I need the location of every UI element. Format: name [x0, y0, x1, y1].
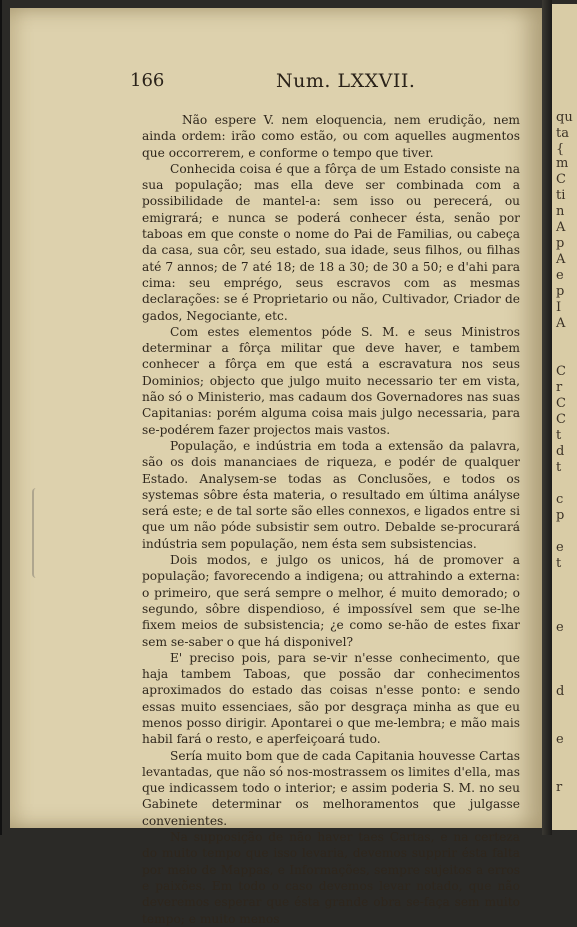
adjacent-fragment: e [556, 268, 564, 283]
adjacent-fragment: p [556, 284, 565, 299]
adjacent-fragment: p [556, 508, 565, 523]
adjacent-fragment: d [556, 684, 565, 699]
adjacent-fragment: c [556, 492, 564, 507]
adjacent-fragment: I [556, 300, 562, 315]
page-number: 166 [130, 70, 165, 91]
adjacent-fragment: A [556, 316, 566, 331]
adjacent-fragment: t [556, 428, 562, 443]
paragraph: Conhecida coisa é que a fôrça de um Estado consiste na sua população; mas ella deve ser combinada com a possibilidade de mantel-a: sem isso ou perecerá, ou emigrará; e nunca se poderá conhecer ésta, senão por taboas em que conste o nome do Pai de Familias, ou cabeça da casa, sua côr, seu estado, sua idade, seus filhos, ou filhas até 7 annos; de 7 até 18; de 18 a 30; de 30 a 50; e d'ahi para cima: seu emprégo, seus escravos com as mesmas declarações: se é Proprietario ou não, Cultivador, Criador de gados, Negociante, etc. [142, 161, 520, 323]
page-body [142, 112, 520, 927]
paragraph: Dois modos, e julgo os unicos, há de promover a população; favorecendo a indigena; ou attrahindo a externa: o primeiro, que será sempre o melhor, é muito demorado; o segundo, sôbre dispendioso, é impossível sem que se-lhe fixem meios de subsistencia; ¿e como se-hão de estes fixar sem se-saber o que há disponivel? [142, 553, 520, 649]
adjacent-fragment: A [556, 252, 566, 267]
adjacent-fragment: e [556, 620, 564, 635]
adjacent-fragment: C [556, 396, 566, 411]
paragraph: Sería muito bom que de cada Capitania houvesse Cartas levantadas, que não só nos-mostrassem os limites d'ella, mas que indicassem todo o interior; e assim poderia S. M. no seu Gabinete determinar os melhoramentos que julgasse convenientes. [142, 748, 520, 828]
adjacent-fragment: A [556, 220, 566, 235]
binding-clip-mark [32, 488, 46, 578]
adjacent-fragment: C [556, 364, 566, 379]
paragraph: E' preciso pois, para se-vir n'esse conhecimento, que haja tambem Taboas, que possão dar conhecimentos aproximados do estado das coisas n'esse ponto: e sendo essas muito essenciaes, são por desgraça minha as que eu menos posso dirigir. Apontarei o que me-lembra; e mão mais habil fará o resto, e aperfeiçoará tudo. [142, 650, 520, 747]
paragraph: Não espere V. nem eloquencia, nem erudição, nem ainda ordem: irão como estão, ou com aquelles augmentos que occorrerem, e conforme o tempo que tiver. [142, 113, 520, 160]
paragraph: Na supposição de não haver taes Cartas, e na certeza do muito tempo que isso levaria, devemos supprir ésta falta por meio de Mappas, e Informações, sempre sujeitos a erros e paixões. Em todo o caso devemos levar notado, que não deveremos esperar que ésta grande obra se-faça sem muito tempo; e muito menos [142, 830, 520, 926]
book-page [10, 8, 542, 926]
adjacent-fragment: { [556, 142, 565, 157]
paragraph: População, e indústria em toda a extensão da palavra, são os dois mananciaes de riqueza, e podér de qualquer Estado. Analysem-se todas as Conclusões, e todos os systemas sôbre ésta materia, o resultado em última anályse será este; e de tal sorte são elles connexos, e ligados entre si que um não póde subsistir sem outro. Debalde se-procurará indústria sem população, nem ésta sem subsistencias. [142, 438, 520, 551]
adjacent-fragment: t [556, 556, 562, 571]
adjacent-page-edge [552, 4, 577, 830]
adjacent-fragment: C [556, 172, 566, 187]
running-head: Num. LXXVII. [276, 70, 416, 92]
adjacent-fragment: p [556, 236, 565, 251]
page-header [10, 70, 542, 100]
adjacent-fragment: m [556, 156, 569, 171]
adjacent-fragment: d [556, 444, 565, 459]
adjacent-fragment: ti [556, 188, 566, 203]
adjacent-fragment: C [556, 412, 566, 427]
adjacent-fragment: e [556, 732, 564, 747]
left-scan-border [0, 0, 2, 835]
adjacent-fragment: r [556, 380, 563, 395]
adjacent-fragment: r [556, 780, 563, 795]
paragraph: Com estes elementos póde S. M. e seus Ministros determinar a fôrça militar que deve haver, e tambem conhecer a fôrça em que está a escravatura nos seus Dominios; objecto que julgo muito necessario ter em vista, não só o Ministerio, mas cadaum dos Governadores nas suas Capitanias: porém alguma coisa mais julgo necessaria, para se-podérem fazer projectos mais vastos. [142, 324, 520, 437]
book-gutter [542, 0, 552, 835]
adjacent-fragment: n [556, 204, 565, 219]
adjacent-fragment: e [556, 540, 564, 555]
adjacent-fragment: ta [556, 126, 569, 141]
adjacent-fragment: t [556, 460, 562, 475]
adjacent-fragment: qu [556, 110, 573, 125]
